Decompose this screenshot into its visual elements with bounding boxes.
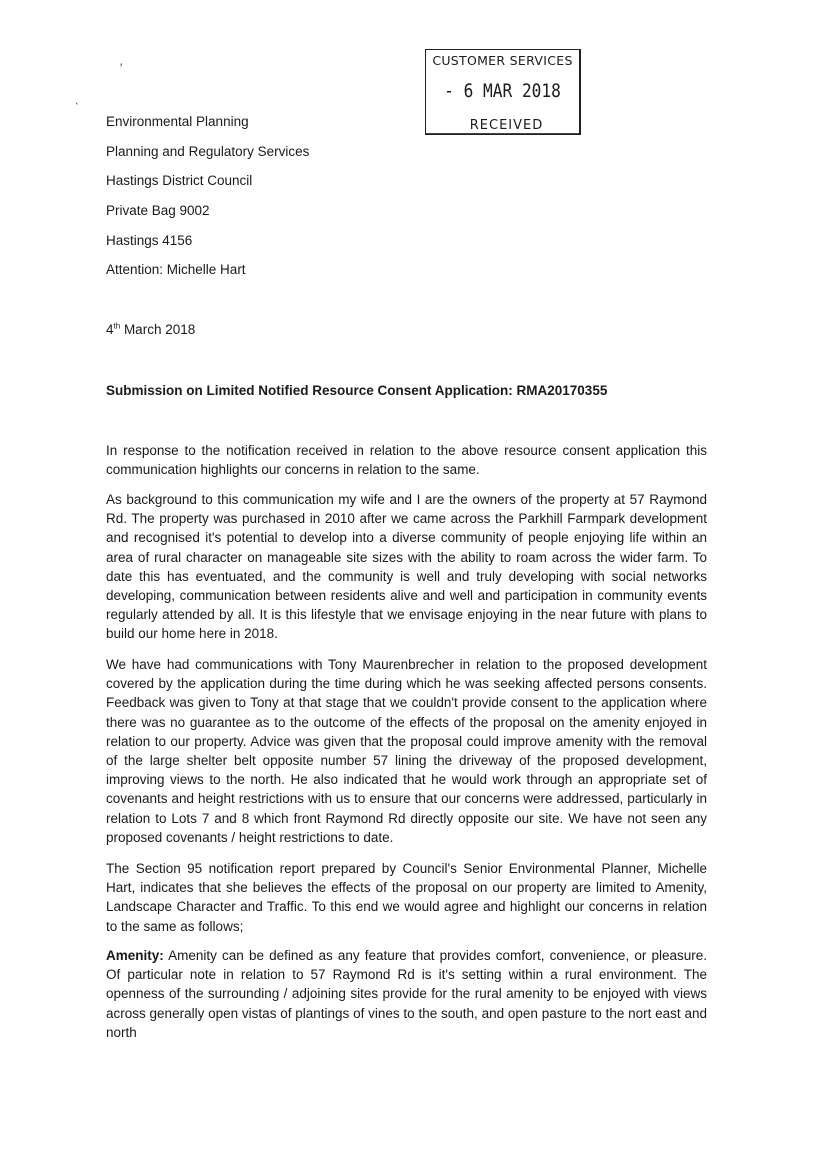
address-line: Private Bag 9002 bbox=[106, 203, 210, 218]
date-suffix: th bbox=[113, 321, 121, 331]
stamp-date: - 6 MAR 2018 bbox=[444, 80, 561, 102]
stray-mark: ˎ bbox=[75, 91, 79, 105]
letter-date bbox=[106, 321, 195, 339]
address-line: Environmental Planning bbox=[106, 114, 249, 129]
paragraph-amenity bbox=[106, 946, 707, 1042]
paragraph-section-95: The Section 95 notification report prepared by Council's Senior Environmental Planner, Michelle Hart, indicates that she believes the effects of the proposal on our property are limited to Amenity, Landscape Character and Traffic. To this end we would agree and highlight our concerns in relation to the same as follows; bbox=[106, 861, 707, 934]
amenity-heading: Amenity: bbox=[106, 948, 164, 963]
stamp-title: CUSTOMER SERVICES bbox=[432, 53, 573, 68]
paragraph-background: As background to this communication my wife and I are the owners of the property at 57 Raymond Rd. The property was purchased in 2010 after we came across the Parkhill Farmpark development and recognised it's potential to develop into a diverse community of people enjoying life within an area of rural character on manageable site sizes with the ability to roam across the wider farm. To date this has eventuated, and the community is well and truly developing with social networks developing, communication between residents alive and well and participation in community events regularly attended by all. It is this lifestyle that we envisage enjoying in the near future with plans to build our home here in 2018. bbox=[106, 492, 707, 642]
address-line: Planning and Regulatory Services bbox=[106, 144, 310, 159]
stamp-underline bbox=[426, 133, 579, 134]
subject-heading: Submission on Limited Notified Resource Consent Application: RMA20170355 bbox=[106, 383, 608, 398]
received-stamp bbox=[425, 49, 581, 135]
attention-line: Attention: Michelle Hart bbox=[106, 262, 246, 277]
address-line: Hastings 4156 bbox=[106, 233, 193, 248]
date-day: 4 bbox=[106, 322, 114, 337]
date-month-year: March 2018 bbox=[120, 322, 196, 337]
paragraph-communications: We have had communications with Tony Maurenbrecher in relation to the proposed development covered by the application during the time during which he was seeking affected persons consents. Feedback was given to Tony at that stage that we couldn't provide consent to the application where there was no guarantee as to the outcome of the effects of the proposal on the amenity enjoyed in relation to our property. Advice was given that the proposal could improve amenity with the removal of the large shelter belt opposite number 57 lining the driveway of the proposed development, improving views to the north. He also indicated that he would work through an appropriate set of covenants and height restrictions with us to ensure that our concerns were addressed, particularly in relation to Lots 7 and 8 which front Raymond Rd directly opposite our site. We have not seen any proposed covenants / height restrictions to date. bbox=[106, 657, 707, 845]
stray-mark: ′ bbox=[120, 61, 123, 75]
address-line: Hastings District Council bbox=[106, 173, 253, 188]
stamp-received: RECEIVED bbox=[469, 119, 544, 132]
paragraph-intro: In response to the notification received in relation to the above resource consent application this communication highlights our concerns in relation to the same. bbox=[106, 443, 707, 478]
amenity-text: Amenity can be defined as any feature that provides comfort, convenience, or pleasure. Of particular note in relation to 57 Raymond Rd is it's setting within a rural environment. The openness of the surrounding / adjoining sites provide for the rural amenity to be enjoyed with views across generally open vistas of plantings of vines to the south, and open pasture to the nort east and north bbox=[106, 948, 707, 1040]
